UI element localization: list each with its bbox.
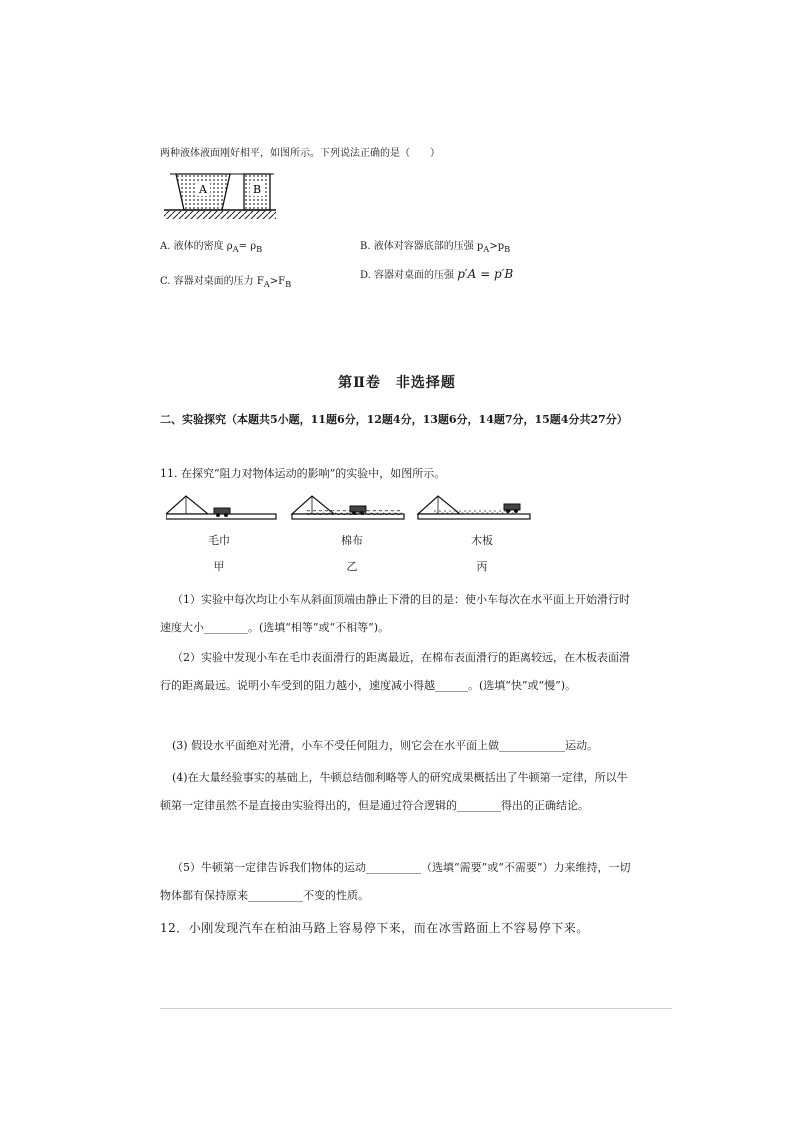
q12-stem: 12．小刚发现汽车在柏油马路上容易停下来，而在冰雪路面上不容易停下来。 xyxy=(160,921,589,935)
scan-bottom-line xyxy=(160,1008,672,1009)
option-d: D. 容器对桌面的压强 p′A = p′B xyxy=(360,267,514,281)
q11-part-1: （1）实验中每次均让小车从斜面顶端由静止下滑的目的是：使小车每次在水平面上开始滑行时速度大小________。(选填“相等”或“不相等”)。 xyxy=(160,593,630,634)
q11-part-3: (3) 假设水平面绝对光滑，小车不受任何阻力，则它会在水平面上做____________运动。 xyxy=(172,739,599,752)
question-intro: 两种液体液面刚好相平，如图所示。下列说法正确的是（ ） xyxy=(160,148,440,159)
option-b: B. 液体对容器底部的压强 $p_A>p_B$ xyxy=(360,241,511,254)
containers-figure xyxy=(160,166,280,226)
ramp-figures xyxy=(166,492,566,530)
ramp-3 xyxy=(418,496,530,519)
surface-name-2: 棉布 xyxy=(341,534,363,547)
section-heading: 二、实验探究（本题共5小题，11题6分，12题4分，13题6分，14题7分，15题4分共27分） xyxy=(160,413,628,426)
section-title: 第Ⅱ卷 非选择题 xyxy=(338,375,456,391)
option-c: C. 容器对桌面的压力 $F_A>F_B$ xyxy=(160,276,292,289)
q11-stem: 11. 在探究“阻力对物体运动的影响”的实验中，如图所示。 xyxy=(160,467,446,480)
surface-tag-1: 甲 xyxy=(213,560,225,573)
q11-part-5: （5）牛顿第一定律告诉我们物体的运动__________（选填“需要”或“不需要”）力来维持，一切物体都有保持原来__________不变的性质。 xyxy=(160,861,631,902)
q11-part-2: （2）实验中发现小车在毛巾表面滑行的距离最近，在棉布表面滑行的距离较远，在木板表面滑行的距离最远。说明小车受到的阻力越小，速度减小得越______。(选填“快”或“慢”)。 xyxy=(160,651,630,692)
surface-tag-3: 丙 xyxy=(476,560,488,573)
ramp-2 xyxy=(292,496,404,519)
option-a: A. 液体的密度 $\rho_A= \rho_B$ xyxy=(160,241,263,254)
label-b: B xyxy=(252,183,262,196)
label-a: A xyxy=(199,183,207,196)
surface-name-3: 木板 xyxy=(471,534,493,547)
surface-name-1: 毛巾 xyxy=(208,534,230,547)
q11-part-4: (4)在大量经验事实的基础上，牛顿总结伽利略等人的研究成果概括出了牛顿第一定律，所以牛顿第一定律虽然不是直接由实验得出的，但是通过符合逻辑的________得出的正确结论。 xyxy=(160,771,628,812)
ramp-1 xyxy=(166,496,276,519)
surface-tag-2: 乙 xyxy=(346,560,358,573)
